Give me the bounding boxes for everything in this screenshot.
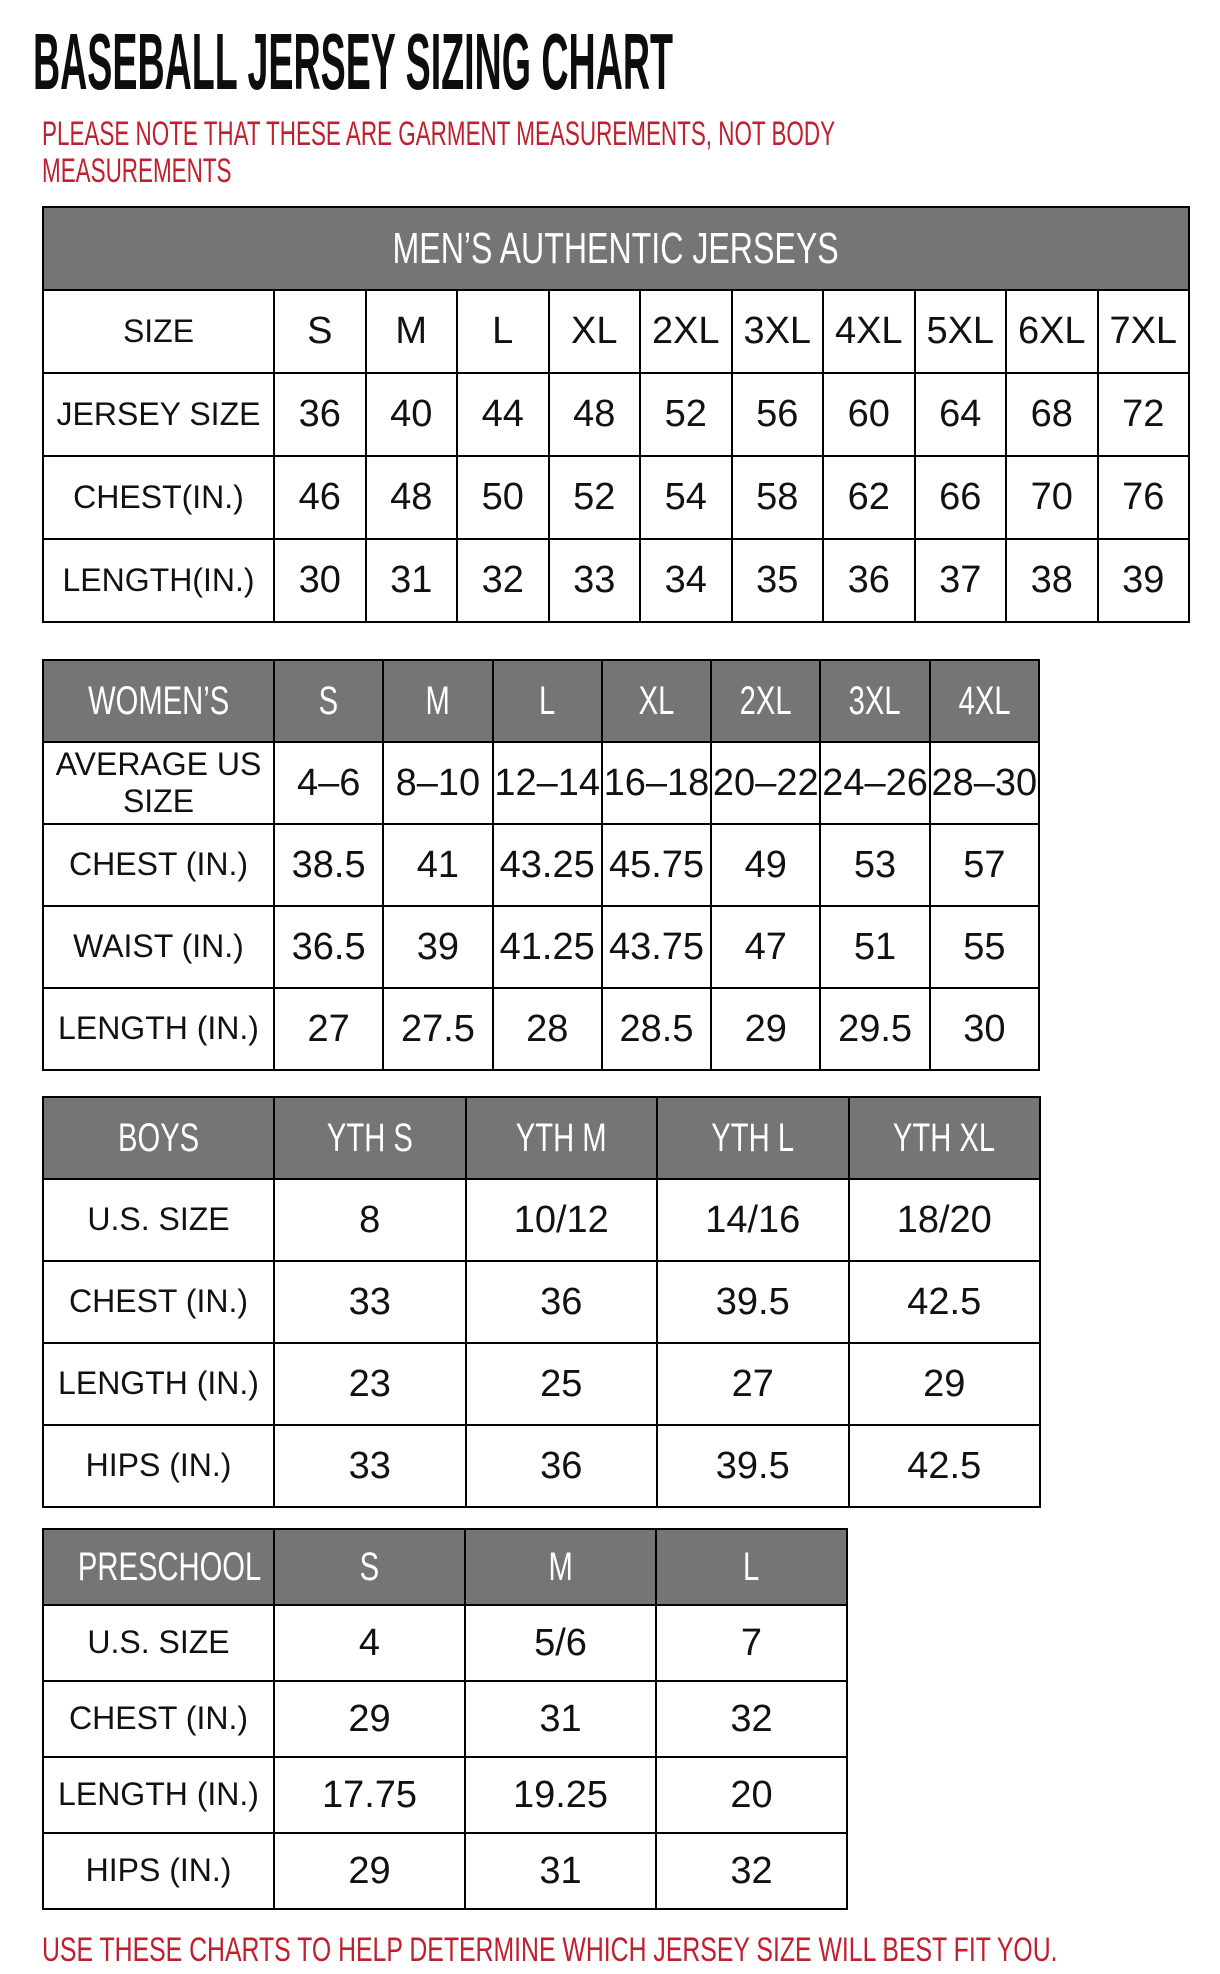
cell-value: 36 bbox=[274, 373, 366, 456]
row-label: HIPS (IN.) bbox=[43, 1425, 274, 1507]
footer-note-text: USE THESE CHARTS TO HELP DETERMINE WHICH JERSEY SIZE WILL BEST FIT YOU. bbox=[42, 1931, 1058, 1969]
header-cell-text: S bbox=[318, 678, 339, 723]
boys-header-yth-m bbox=[466, 1097, 658, 1179]
cell-value: 36.5 bbox=[274, 906, 383, 988]
womens-header-3xl bbox=[820, 660, 929, 742]
row-label: CHEST (IN.) bbox=[43, 1681, 274, 1757]
womens-header-4xl bbox=[930, 660, 1039, 742]
header-cell-text: YTH L bbox=[711, 1115, 795, 1160]
cell-value: 42.5 bbox=[849, 1261, 1041, 1343]
cell-value: 35 bbox=[732, 539, 824, 622]
cell-value: 47 bbox=[711, 906, 820, 988]
row-label: CHEST (IN.) bbox=[43, 1261, 274, 1343]
cell-value: 24–26 bbox=[820, 742, 929, 824]
page-title bbox=[33, 17, 1220, 106]
cell-value: 48 bbox=[549, 373, 641, 456]
footer-note bbox=[42, 1932, 1220, 1968]
cell-value: 19.25 bbox=[465, 1757, 656, 1833]
cell-value: 36 bbox=[466, 1261, 658, 1343]
preschool-table-row bbox=[43, 1605, 847, 1681]
cell-value: 62 bbox=[823, 456, 915, 539]
mens-table-row bbox=[43, 456, 1189, 539]
cell-value: 53 bbox=[820, 824, 929, 906]
cell-value: 70 bbox=[1006, 456, 1098, 539]
header-cell-text: M bbox=[548, 1544, 573, 1589]
boys-header-label bbox=[43, 1097, 274, 1179]
cell-value: 48 bbox=[366, 456, 458, 539]
womens-header-xl bbox=[602, 660, 711, 742]
cell-value: 54 bbox=[640, 456, 732, 539]
womens-header-s bbox=[274, 660, 383, 742]
cell-value: 25 bbox=[466, 1343, 658, 1425]
row-label: LENGTH(IN.) bbox=[43, 539, 274, 622]
header-cell-text: YTH M bbox=[515, 1115, 607, 1160]
cell-value: 42.5 bbox=[849, 1425, 1041, 1507]
row-label: AVERAGE US SIZE bbox=[43, 742, 274, 824]
cell-value: 34 bbox=[640, 539, 732, 622]
row-label: HIPS (IN.) bbox=[43, 1833, 274, 1909]
cell-value: 45.75 bbox=[602, 824, 711, 906]
cell-value: 27 bbox=[657, 1343, 849, 1425]
cell-value: 39.5 bbox=[657, 1261, 849, 1343]
womens-table-row bbox=[43, 906, 1039, 988]
cell-value: 31 bbox=[366, 539, 458, 622]
cell-value: 23 bbox=[274, 1343, 466, 1425]
cell-value: 10/12 bbox=[466, 1179, 658, 1261]
cell-value: 28.5 bbox=[602, 988, 711, 1070]
header-cell-text: YTH XL bbox=[893, 1115, 996, 1160]
cell-value: 27 bbox=[274, 988, 383, 1070]
cell-value: M bbox=[366, 290, 458, 373]
cell-value: 8–10 bbox=[383, 742, 492, 824]
boys-header-yth-xl bbox=[849, 1097, 1041, 1179]
mens-banner bbox=[43, 207, 1189, 290]
row-label: WAIST (IN.) bbox=[43, 906, 274, 988]
cell-value: 36 bbox=[466, 1425, 658, 1507]
cell-value: 39.5 bbox=[657, 1425, 849, 1507]
cell-value: 27.5 bbox=[383, 988, 492, 1070]
cell-value: 29 bbox=[849, 1343, 1041, 1425]
cell-value: 44 bbox=[457, 373, 549, 456]
womens-sizing-table bbox=[42, 659, 1040, 1071]
boys-sizing-table bbox=[42, 1096, 1041, 1508]
cell-value: 2XL bbox=[640, 290, 732, 373]
womens-header-label bbox=[43, 660, 274, 742]
cell-value: 56 bbox=[732, 373, 824, 456]
cell-value: 29 bbox=[711, 988, 820, 1070]
row-label: LENGTH (IN.) bbox=[43, 1343, 274, 1425]
row-label: CHEST (IN.) bbox=[43, 824, 274, 906]
cell-value: 3XL bbox=[732, 290, 824, 373]
cell-value: 7 bbox=[656, 1605, 847, 1681]
cell-value: 41.25 bbox=[493, 906, 602, 988]
cell-value: 30 bbox=[274, 539, 366, 622]
cell-value: 28–30 bbox=[930, 742, 1039, 824]
cell-value: 51 bbox=[820, 906, 929, 988]
garment-measurement-note-text: PLEASE NOTE THAT THESE ARE GARMENT MEASUREMENTS, NOT BODY MEASUREMENTS bbox=[42, 115, 835, 190]
boys-table-row bbox=[43, 1261, 1040, 1343]
mens-sizing-table bbox=[42, 206, 1190, 623]
womens-header-2xl bbox=[711, 660, 820, 742]
cell-value: 8 bbox=[274, 1179, 466, 1261]
cell-value: 20 bbox=[656, 1757, 847, 1833]
mens-banner-text: MEN’S AUTHENTIC JERSEYS bbox=[392, 223, 840, 273]
header-cell-text: PRESCHOOL bbox=[77, 1544, 262, 1589]
cell-value: 76 bbox=[1098, 456, 1190, 539]
cell-value: 39 bbox=[1098, 539, 1190, 622]
row-label: SIZE bbox=[43, 290, 274, 373]
boys-table-row bbox=[43, 1179, 1040, 1261]
cell-value: 4–6 bbox=[274, 742, 383, 824]
row-label: U.S. SIZE bbox=[43, 1605, 274, 1681]
cell-value: S bbox=[274, 290, 366, 373]
row-label: JERSEY SIZE bbox=[43, 373, 274, 456]
cell-value: 29.5 bbox=[820, 988, 929, 1070]
boys-table-row bbox=[43, 1425, 1040, 1507]
cell-value: 40 bbox=[366, 373, 458, 456]
mens-table-row bbox=[43, 290, 1189, 373]
cell-value: 17.75 bbox=[274, 1757, 465, 1833]
preschool-header-label bbox=[43, 1529, 274, 1605]
cell-value: 6XL bbox=[1006, 290, 1098, 373]
womens-header-m bbox=[383, 660, 492, 742]
cell-value: 72 bbox=[1098, 373, 1190, 456]
header-cell-text: YTH S bbox=[326, 1115, 413, 1160]
cell-value: 68 bbox=[1006, 373, 1098, 456]
cell-value: 5XL bbox=[915, 290, 1007, 373]
cell-value: 33 bbox=[549, 539, 641, 622]
row-label: U.S. SIZE bbox=[43, 1179, 274, 1261]
boys-header-yth-s bbox=[274, 1097, 466, 1179]
cell-value: 58 bbox=[732, 456, 824, 539]
cell-value: 32 bbox=[656, 1833, 847, 1909]
cell-value: 4XL bbox=[823, 290, 915, 373]
cell-value: 50 bbox=[457, 456, 549, 539]
mens-table-row bbox=[43, 539, 1189, 622]
cell-value: 32 bbox=[656, 1681, 847, 1757]
cell-value: 4 bbox=[274, 1605, 465, 1681]
cell-value: 20–22 bbox=[711, 742, 820, 824]
boys-table-row bbox=[43, 1343, 1040, 1425]
row-label: LENGTH (IN.) bbox=[43, 988, 274, 1070]
header-cell-text: 2XL bbox=[739, 678, 792, 723]
header-cell-text: XL bbox=[638, 678, 675, 723]
cell-value: 33 bbox=[274, 1425, 466, 1507]
womens-table-row bbox=[43, 824, 1039, 906]
cell-value: 52 bbox=[549, 456, 641, 539]
cell-value: 28 bbox=[493, 988, 602, 1070]
cell-value: 16–18 bbox=[602, 742, 711, 824]
header-cell-text: M bbox=[425, 678, 451, 723]
cell-value: 64 bbox=[915, 373, 1007, 456]
preschool-sizing-table bbox=[42, 1528, 848, 1910]
header-cell-text: L bbox=[743, 1544, 760, 1589]
cell-value: 7XL bbox=[1098, 290, 1190, 373]
cell-value: 57 bbox=[930, 824, 1039, 906]
header-cell-text: 3XL bbox=[849, 678, 902, 723]
cell-value: 5/6 bbox=[465, 1605, 656, 1681]
header-cell-text: 4XL bbox=[958, 678, 1011, 723]
womens-table-row bbox=[43, 988, 1039, 1070]
cell-value: 39 bbox=[383, 906, 492, 988]
cell-value: 29 bbox=[274, 1681, 465, 1757]
header-cell-text: BOYS bbox=[117, 1115, 200, 1160]
cell-value: 18/20 bbox=[849, 1179, 1041, 1261]
womens-table-row bbox=[43, 742, 1039, 824]
cell-value: 43.75 bbox=[602, 906, 711, 988]
cell-value: 52 bbox=[640, 373, 732, 456]
cell-value: 37 bbox=[915, 539, 1007, 622]
cell-value: 43.25 bbox=[493, 824, 602, 906]
mens-table-row bbox=[43, 373, 1189, 456]
cell-value: 55 bbox=[930, 906, 1039, 988]
cell-value: 36 bbox=[823, 539, 915, 622]
cell-value: 38.5 bbox=[274, 824, 383, 906]
cell-value: 32 bbox=[457, 539, 549, 622]
cell-value: 66 bbox=[915, 456, 1007, 539]
cell-value: 31 bbox=[465, 1681, 656, 1757]
cell-value: 49 bbox=[711, 824, 820, 906]
row-label: CHEST(IN.) bbox=[43, 456, 274, 539]
page-title-text: BASEBALL JERSEY SIZING CHART bbox=[33, 17, 673, 106]
preschool-header-s bbox=[274, 1529, 465, 1605]
header-cell-text: WOMEN’S bbox=[87, 678, 230, 723]
row-label: LENGTH (IN.) bbox=[43, 1757, 274, 1833]
boys-header-yth-l bbox=[657, 1097, 849, 1179]
cell-value: 31 bbox=[465, 1833, 656, 1909]
cell-value: 12–14 bbox=[493, 742, 602, 824]
garment-measurement-note bbox=[42, 116, 1220, 190]
header-cell-text: S bbox=[359, 1544, 380, 1589]
preschool-header-l bbox=[656, 1529, 847, 1605]
cell-value: 38 bbox=[1006, 539, 1098, 622]
cell-value: 33 bbox=[274, 1261, 466, 1343]
header-cell-text: L bbox=[539, 678, 556, 723]
womens-header-l bbox=[493, 660, 602, 742]
preschool-table-row bbox=[43, 1757, 847, 1833]
cell-value: 60 bbox=[823, 373, 915, 456]
preschool-table-row bbox=[43, 1833, 847, 1909]
cell-value: 29 bbox=[274, 1833, 465, 1909]
cell-value: 46 bbox=[274, 456, 366, 539]
cell-value: 14/16 bbox=[657, 1179, 849, 1261]
cell-value: L bbox=[457, 290, 549, 373]
preschool-table-row bbox=[43, 1681, 847, 1757]
cell-value: XL bbox=[549, 290, 641, 373]
cell-value: 41 bbox=[383, 824, 492, 906]
preschool-header-m bbox=[465, 1529, 656, 1605]
cell-value: 30 bbox=[930, 988, 1039, 1070]
tables-container bbox=[42, 206, 1220, 1910]
